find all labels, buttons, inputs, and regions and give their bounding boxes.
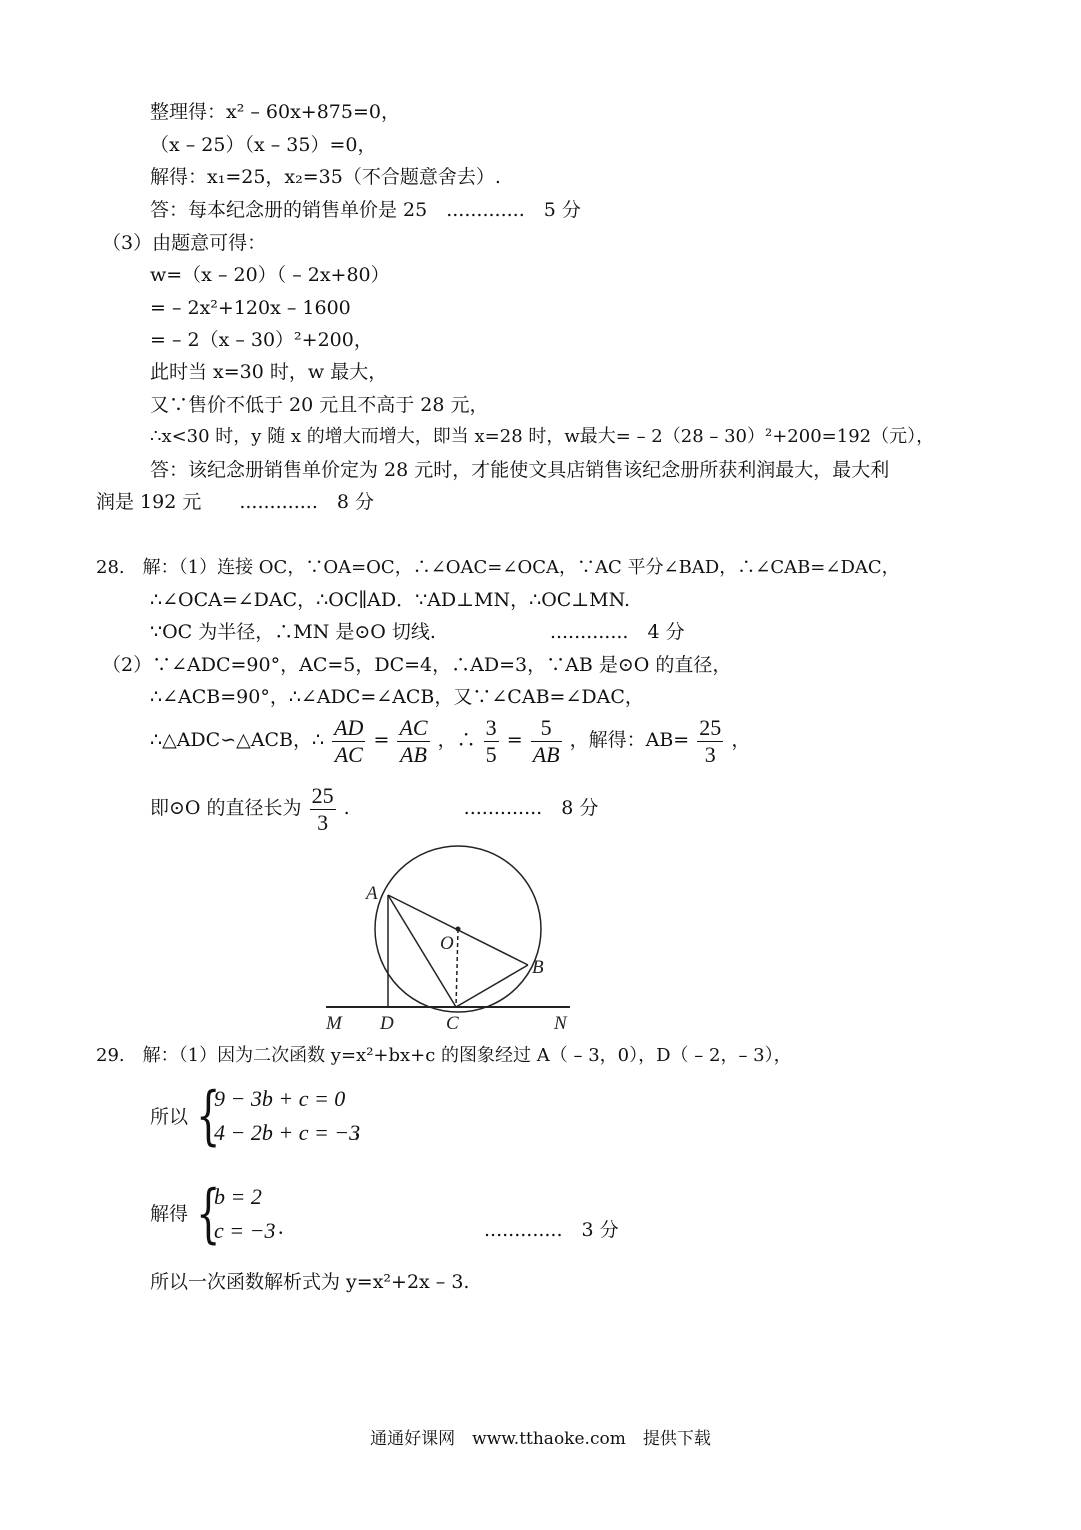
fraction-3-5 (484, 715, 499, 768)
fraction-5-ab (531, 715, 562, 768)
text-line: = – 2（x – 30）²+200， (150, 329, 373, 351)
text-line: 所以一次函数解析式为 y=x²+2x – 3. (150, 1271, 470, 1293)
brace: { (196, 1177, 221, 1251)
text-line: （x – 25）（x – 35）=0， (150, 134, 377, 156)
text-segment: ， (354, 1116, 377, 1141)
equation: 4 − 2b + c = −3 (214, 1120, 361, 1145)
text-segment: 即⊙O 的直径长为 (150, 797, 302, 819)
text-line: w=（x – 20）（ – 2x+80） (150, 264, 390, 286)
fraction-ac-ab (397, 715, 429, 768)
label-d: D (380, 1013, 394, 1034)
section-heading: （3）由题意可得： (102, 232, 267, 254)
text-segment: . ............. 8 分 (343, 797, 599, 819)
text-line: 解得：x₁=25，x₂=35（不合题意舍去）. (150, 166, 501, 188)
text-segment: ， (731, 729, 751, 751)
equals-sign: = (506, 729, 523, 751)
text-line: （2）∵∠ADC=90°，AC=5，DC=4，∴AD=3，∵AB 是⊙O 的直径， (102, 654, 732, 676)
numerator: 5 (531, 715, 562, 742)
label-c: C (446, 1013, 459, 1034)
fraction-line (150, 712, 750, 768)
label-n: N (554, 1013, 567, 1034)
equation: 9 − 3b + c = 0 (214, 1086, 346, 1111)
label-a: A (366, 883, 378, 904)
text-line: 又∵售价不低于 20 元且不高于 28 元， (150, 394, 489, 416)
numerator: 25 (311, 782, 334, 808)
fraction-25-3 (697, 715, 723, 768)
fraction-ad-ac (332, 715, 365, 768)
text-line: ∴x<30 时，y 随 x 的增大而增大，即当 x=28 时，w最大= – 2（28 – 30）²+200=192（元）， (150, 426, 935, 447)
text-segment: ∴△ADC∽△ACB，∴ (150, 729, 325, 751)
equation-system (196, 1079, 386, 1154)
segment-oc-dashed (456, 929, 458, 1007)
label-o: O (440, 933, 454, 954)
text-segment: . (278, 1214, 284, 1239)
text-line: 润是 192 元 ............. 8 分 (96, 491, 374, 513)
text-line: ∴∠OCA=∠DAC，∴OC∥AD．∵AD⊥MN，∴OC⊥MN. (150, 589, 631, 611)
fraction-25-3 (310, 783, 336, 836)
text-segment: ，∴ (437, 729, 476, 751)
equations (214, 1180, 275, 1248)
text-segment: ，解得：AB= (569, 729, 690, 751)
equations (214, 1082, 360, 1150)
text-line: 答：该纪念册销售单价定为 28 元时，才能使文具店销售该纪念册所获利润最大，最大利 (150, 459, 890, 481)
denominator: 5 (485, 741, 497, 767)
text-line: ∵OC 为半径，∴MN 是⊙O 切线. ............. 4 分 (150, 621, 685, 643)
segment-cb (456, 965, 528, 1007)
equation: c = −3 (214, 1218, 276, 1243)
label-m: M (326, 1013, 342, 1034)
equals-sign: = (373, 729, 390, 751)
question-28-line: 28. 解：（1）连接 OC，∵OA=OC，∴∠OAC=∠OCA，∵AC 平分∠BAD，∴∠CAB=∠DAC， (96, 557, 900, 578)
text-line: ∴∠ACB=90°，∴∠ADC=∠ACB，又∵∠CAB=∠DAC， (150, 686, 644, 708)
label-b: B (532, 957, 544, 978)
text-line: 此时当 x=30 时，w 最大， (150, 361, 388, 383)
circle-tangent-figure (318, 845, 580, 1035)
numerator: 25 (699, 714, 722, 740)
brace: { (196, 1079, 221, 1153)
denominator: AC (334, 741, 363, 767)
equation: b = 2 (214, 1184, 262, 1209)
numerator: AC (399, 714, 428, 740)
numerator: 3 (485, 714, 497, 740)
page-footer: 通通好课网 www.tthaoke.com 提供下载 (370, 1429, 711, 1449)
denominator: 3 (704, 741, 716, 767)
solution-system (196, 1177, 316, 1252)
denominator: 3 (317, 809, 329, 835)
denominator: AB (532, 741, 560, 767)
numerator: AD (334, 714, 364, 740)
center-point (456, 927, 461, 932)
denominator: AB (400, 741, 427, 767)
text-line: 答：每本纪念册的销售单价是 25 ............. 5 分 (150, 199, 581, 221)
text-line: 整理得：x² – 60x+875=0， (150, 101, 400, 123)
text-line: = – 2x²+120x – 1600 (150, 297, 351, 319)
score-line: ............. 3 分 (484, 1219, 619, 1241)
text-line: 解得 (150, 1203, 189, 1225)
text-line: 所以 (150, 1106, 189, 1128)
question-29-line: 29. 解：（1）因为二次函数 y=x²+bx+c 的图象经过 A（ – 3，0），D（ – 2，– 3）， (96, 1045, 792, 1066)
diameter-line (150, 780, 598, 836)
